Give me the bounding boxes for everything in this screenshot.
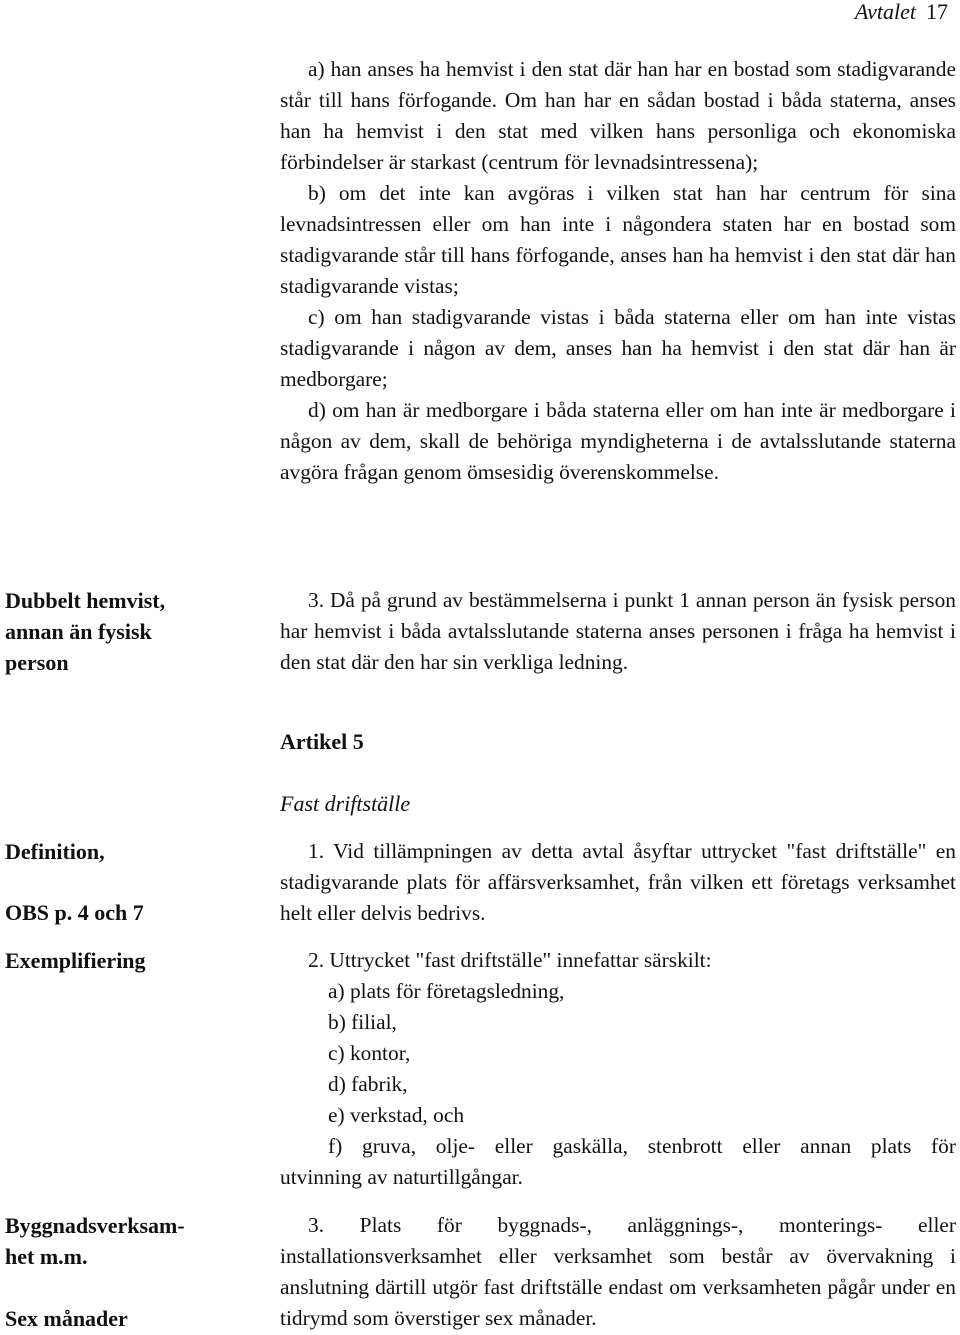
margin-note-definition-1: Definition, (5, 839, 105, 864)
list-item: a) plats för företagsledning, (328, 979, 565, 1003)
list-item: c) kontor, (328, 1041, 411, 1065)
article4-paragraph-3: 3. Då på grund av bestämmelserna i punkt 1 annan person än fysisk person har hemvist i båda avtalsslutande staterna anses personen i fråga ha hemvist i den stat där den har sin verkliga ledning. (280, 588, 956, 674)
article5-paragraph-3: 3. Plats för byggnads-, anläggnings-, monterings- eller installationsverksamhet eller verksamhet som består av övervakning i anslutning därtill utgör fast driftställe endast om verksamheten pågår under en tidrymd som överstiger sex månader. (280, 1213, 956, 1330)
rule-c: c) om han stadigvarande vistas i båda staterna eller om han inte vistas stadigvarande i någon av dem, anses han ha hemvist i den stat där han är medborgare; (280, 305, 956, 391)
list-item: f) gruva, olje- eller gaskälla, stenbrott eller annan plats för (328, 1134, 956, 1158)
margin-note-six-months: Sex månader (5, 1306, 128, 1331)
list-item: d) fabrik, (328, 1072, 408, 1096)
page-number: 17 (926, 0, 948, 24)
list-item: e) verkstad, och (328, 1103, 465, 1127)
margin-note-double-residence: Dubbelt hemvist, annan än fysisk person (5, 588, 166, 675)
rule-d: d) om han är medborgare i båda staterna eller om han inte är medborgare i någon av dem, skall de behöriga myndigheterna i de avtalsslutande staterna avgöra frågan genom ömsesidig överenskommelse. (280, 398, 956, 484)
margin-note-definition-2: OBS p. 4 och 7 (5, 900, 144, 925)
list-item: b) filial, (328, 1010, 397, 1034)
margin-note-examples: Exemplifiering (5, 948, 146, 973)
article5-paragraph-2: 2. Uttrycket "fast driftställe" innefattar särskilt: a) plats för företagsledning, b) filial, c) kontor, d) fabrik, e) verkstad, och f) gruva, olje- eller gaskälla, stenbrott eller annan plats för utvinning av naturtillgångar. (280, 945, 956, 1193)
list-item-continuation: utvinning av naturtillgångar. (280, 1165, 523, 1189)
article-subtitle: Fast driftställe (280, 791, 411, 816)
rule-b: b) om det inte kan avgöras i vilken stat han har centrum för sina levnadsintressen eller om han inte i någondera staten har en bostad som stadigvarande står till hans förfogande, anses han ha hemvist i den stat där han stadigvarande vistas; (280, 181, 956, 298)
section-title: Avtalet (854, 0, 916, 24)
margin-note-construction-2: het m.m. (5, 1244, 88, 1269)
article-title: Artikel 5 (280, 729, 364, 754)
running-header (855, 0, 948, 26)
rule-a: a) han anses ha hemvist i den stat där han har en bostad som stadigvarande står till hans förfogande. Om han har en sådan bostad i båda staterna, anses han ha hemvist i den stat med vilken hans personliga och ekonomiska förbindelser är starkast (centrum för levnadsintressena); (280, 57, 956, 174)
article5-paragraph-1: 1. Vid tillämpningen av detta avtal åsyftar uttrycket "fast driftställe" en stadigvarande plats för affärsverksamhet, från vilken ett företags verksamhet helt eller delvis bedrivs. (280, 839, 956, 925)
residence-rules-block (280, 54, 956, 488)
margin-note-construction-1: Byggnadsverksam- (5, 1213, 185, 1238)
